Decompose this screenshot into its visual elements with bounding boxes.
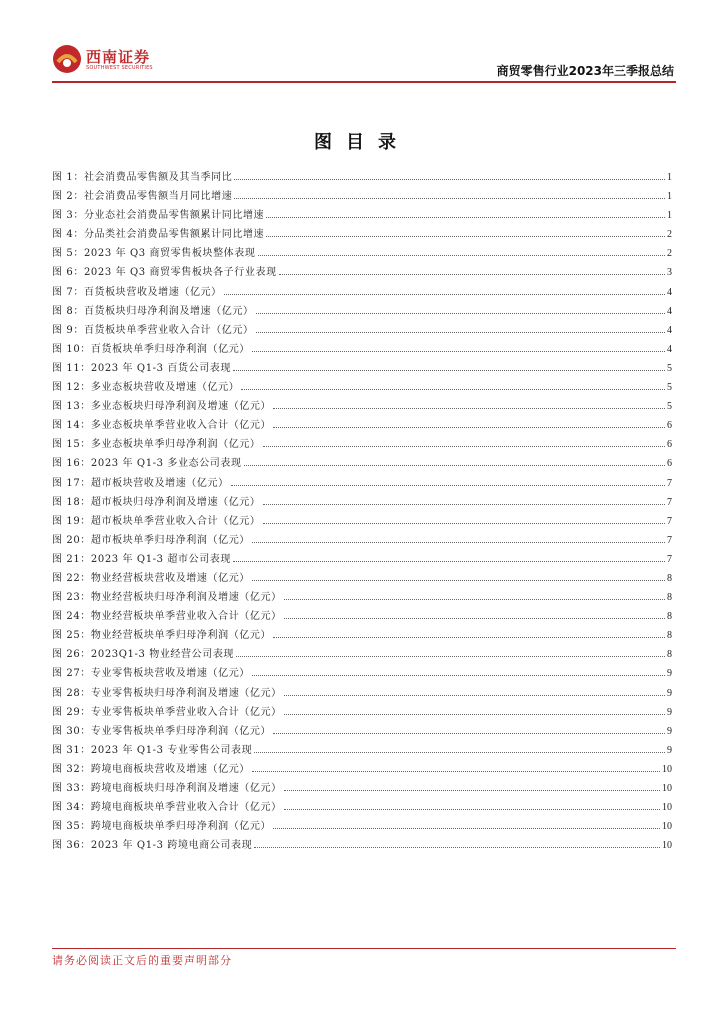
toc-entry[interactable] bbox=[52, 664, 672, 683]
toc-entry-page: 6 bbox=[667, 439, 672, 451]
toc-entry-page: 5 bbox=[667, 362, 672, 374]
toc-leader-dots bbox=[252, 542, 665, 543]
toc-entry-page: 9 bbox=[667, 725, 672, 737]
toc-entry[interactable] bbox=[52, 836, 672, 855]
toc-entry-label: 图 15：多业态板块单季归母净利润（亿元） bbox=[52, 439, 261, 451]
toc-leader-dots bbox=[234, 179, 665, 180]
logo-chinese-name: 西南证券 bbox=[86, 48, 151, 66]
toc-entry-label: 图 3：分业态社会消费品零售额累计同比增速 bbox=[52, 210, 265, 222]
toc-entry-label: 图 7：百货板块营收及增速（亿元） bbox=[52, 286, 222, 298]
toc-entry[interactable] bbox=[52, 645, 672, 664]
toc-entry[interactable] bbox=[52, 607, 672, 626]
toc-leader-dots bbox=[263, 504, 665, 505]
toc-leader-dots bbox=[273, 408, 665, 409]
toc-leader-dots bbox=[244, 465, 665, 466]
toc-entry-page: 4 bbox=[667, 343, 672, 355]
toc-entry[interactable] bbox=[52, 283, 672, 302]
toc-entry-label: 图 10：百货板块单季归母净利润（亿元） bbox=[52, 343, 250, 355]
toc-leader-dots bbox=[233, 370, 665, 371]
toc-entry-page: 2 bbox=[667, 229, 672, 241]
toc-entry-label: 图 30：专业零售板块单季归母净利润（亿元） bbox=[52, 725, 272, 737]
toc-entry-page: 4 bbox=[667, 286, 672, 298]
toc-entry[interactable] bbox=[52, 798, 672, 817]
logo-emblem-icon bbox=[52, 44, 82, 74]
toc-entry-page: 8 bbox=[667, 611, 672, 623]
toc-entry-label: 图 31：2023 年 Q1-3 专业零售公司表现 bbox=[52, 744, 253, 756]
toc-entry-page: 7 bbox=[667, 553, 672, 565]
toc-entry[interactable] bbox=[52, 416, 672, 435]
toc-entry-label: 图 4：分品类社会消费品零售额累计同比增速 bbox=[52, 229, 265, 241]
toc-leader-dots bbox=[241, 389, 665, 390]
toc-entry[interactable] bbox=[52, 626, 672, 645]
toc-entry-label: 图 2：社会消费品零售额当月同比增速 bbox=[52, 191, 233, 203]
toc-leader-dots bbox=[284, 790, 660, 791]
toc-entry-page: 9 bbox=[667, 687, 672, 699]
toc-entry[interactable] bbox=[52, 263, 672, 282]
toc-entry-label: 图 13：多业态板块归母净利润及增速（亿元） bbox=[52, 401, 272, 413]
toc-leader-dots bbox=[256, 332, 665, 333]
toc-leader-dots bbox=[252, 675, 665, 676]
toc-entry-label: 图 11：2023 年 Q1-3 百货公司表现 bbox=[52, 362, 231, 374]
toc-entry[interactable] bbox=[52, 512, 672, 531]
toc-entry-label: 图 8：百货板块归母净利润及增速（亿元） bbox=[52, 305, 254, 317]
toc-entry-label: 图 29：专业零售板块单季营业收入合计（亿元） bbox=[52, 706, 282, 718]
toc-entry-label: 图 1：社会消费品零售额及其当季同比 bbox=[52, 172, 233, 183]
logo-english-name: SOUTHWEST SECURITIES bbox=[86, 65, 153, 71]
toc-entry-page: 10 bbox=[662, 821, 672, 833]
toc-entry[interactable] bbox=[52, 206, 672, 225]
toc-entry-label: 图 33：跨境电商板块归母净利润及增速（亿元） bbox=[52, 783, 282, 794]
toc-entry-label: 图 21：2023 年 Q1-3 超市公司表现 bbox=[52, 553, 231, 565]
toc-entry-page: 1 bbox=[667, 210, 672, 222]
toc-entry[interactable] bbox=[52, 684, 672, 703]
toc-leader-dots bbox=[284, 809, 660, 810]
toc-entry[interactable] bbox=[52, 741, 672, 760]
report-title: 商贸零售行业2023年三季报总结 bbox=[496, 64, 674, 78]
toc-entry-label: 图 36：2023 年 Q1-3 跨境电商公司表现 bbox=[52, 840, 253, 852]
company-logo bbox=[52, 42, 192, 76]
toc-entry-label: 图 17：超市板块营收及增速（亿元） bbox=[52, 477, 229, 489]
toc-entry-label: 图 14：多业态板块单季营业收入合计（亿元） bbox=[52, 420, 272, 432]
toc-entry-label: 图 23：物业经营板块归母净利润及增速（亿元） bbox=[52, 592, 282, 604]
toc-leader-dots bbox=[252, 771, 660, 772]
toc-leader-dots bbox=[231, 485, 665, 486]
toc-entry-page: 10 bbox=[662, 840, 672, 852]
toc-entry-page: 9 bbox=[667, 706, 672, 718]
toc-leader-dots bbox=[256, 313, 665, 314]
toc-entry-page: 7 bbox=[667, 496, 672, 508]
toc-entry-label: 图 22：物业经营板块营收及增速（亿元） bbox=[52, 572, 250, 584]
toc-title: 图目录 bbox=[314, 132, 410, 153]
toc-entry-page: 5 bbox=[667, 401, 672, 413]
toc-entry[interactable] bbox=[52, 760, 672, 779]
toc-leader-dots bbox=[266, 236, 665, 237]
toc-leader-dots bbox=[258, 255, 666, 256]
toc-entry-label: 图 27：专业零售板块营收及增速（亿元） bbox=[52, 668, 250, 680]
toc-leader-dots bbox=[236, 656, 665, 657]
toc-entry[interactable] bbox=[52, 779, 672, 798]
toc-entry[interactable] bbox=[52, 817, 672, 836]
toc-entry-page: 8 bbox=[667, 649, 672, 661]
toc-entry-label: 图 9：百货板块单季营业收入合计（亿元） bbox=[52, 324, 254, 336]
toc-entry-page: 9 bbox=[667, 744, 672, 756]
toc-entry[interactable] bbox=[52, 454, 672, 473]
toc-leader-dots bbox=[273, 733, 665, 734]
toc-entry-label: 图 28：专业零售板块归母净利润及增速（亿元） bbox=[52, 687, 282, 699]
toc-entry[interactable] bbox=[52, 244, 672, 263]
toc-entry-page: 10 bbox=[662, 763, 672, 775]
footer-disclaimer: 请务必阅读正文后的重要声明部分 bbox=[52, 954, 232, 967]
figure-toc-list bbox=[52, 168, 672, 855]
toc-entry[interactable] bbox=[52, 168, 672, 187]
toc-leader-dots bbox=[263, 446, 665, 447]
toc-leader-dots bbox=[279, 274, 665, 275]
toc-leader-dots bbox=[254, 752, 665, 753]
toc-entry[interactable] bbox=[52, 588, 672, 607]
header-divider bbox=[52, 81, 676, 83]
toc-entry-label: 图 26：2023Q1-3 物业经营公司表现 bbox=[52, 649, 235, 661]
toc-entry-page: 5 bbox=[667, 382, 672, 394]
toc-entry-page: 1 bbox=[667, 191, 672, 203]
toc-entry[interactable] bbox=[52, 531, 672, 550]
toc-entry-page: 1 bbox=[667, 172, 672, 183]
toc-entry[interactable] bbox=[52, 435, 672, 454]
toc-entry-page: 8 bbox=[667, 592, 672, 604]
toc-entry-label: 图 32：跨境电商板块营收及增速（亿元） bbox=[52, 763, 250, 775]
toc-entry[interactable] bbox=[52, 474, 672, 493]
toc-entry[interactable] bbox=[52, 378, 672, 397]
toc-leader-dots bbox=[273, 828, 660, 829]
toc-leader-dots bbox=[273, 637, 665, 638]
toc-entry[interactable] bbox=[52, 302, 672, 321]
toc-leader-dots bbox=[284, 695, 665, 696]
toc-entry-label: 图 5：2023 年 Q3 商贸零售板块整体表现 bbox=[52, 248, 256, 260]
toc-entry-page: 10 bbox=[662, 783, 672, 794]
toc-entry-page: 10 bbox=[662, 802, 672, 814]
toc-entry-page: 6 bbox=[667, 420, 672, 432]
toc-leader-dots bbox=[263, 523, 665, 524]
toc-entry-page: 7 bbox=[667, 515, 672, 527]
page-header bbox=[52, 42, 676, 82]
toc-entry[interactable] bbox=[52, 493, 672, 512]
toc-entry-label: 图 34：跨境电商板块单季营业收入合计（亿元） bbox=[52, 802, 282, 814]
toc-leader-dots bbox=[234, 198, 665, 199]
toc-entry-page: 3 bbox=[667, 267, 672, 279]
toc-entry-page: 2 bbox=[667, 248, 672, 260]
toc-leader-dots bbox=[284, 618, 665, 619]
toc-entry[interactable] bbox=[52, 225, 672, 244]
toc-leader-dots bbox=[224, 294, 665, 295]
toc-leader-dots bbox=[284, 714, 665, 715]
toc-entry[interactable] bbox=[52, 187, 672, 206]
toc-entry-page: 4 bbox=[667, 305, 672, 317]
toc-entry-label: 图 20：超市板块单季归母净利润（亿元） bbox=[52, 534, 250, 546]
toc-entry-label: 图 6：2023 年 Q3 商贸零售板块各子行业表现 bbox=[52, 267, 277, 279]
toc-entry-page: 8 bbox=[667, 572, 672, 584]
toc-entry-label: 图 16：2023 年 Q1-3 多业态公司表现 bbox=[52, 458, 242, 470]
toc-entry[interactable] bbox=[52, 569, 672, 588]
toc-entry-page: 4 bbox=[667, 324, 672, 336]
toc-entry-page: 7 bbox=[667, 534, 672, 546]
toc-entry[interactable] bbox=[52, 722, 672, 741]
toc-leader-dots bbox=[284, 599, 665, 600]
footer-divider bbox=[52, 948, 676, 949]
toc-leader-dots bbox=[252, 580, 665, 581]
toc-entry-label: 图 35：跨境电商板块单季归母净利润（亿元） bbox=[52, 821, 272, 833]
toc-leader-dots bbox=[254, 847, 660, 848]
toc-leader-dots bbox=[266, 217, 665, 218]
toc-entry[interactable] bbox=[52, 340, 672, 359]
toc-entry[interactable] bbox=[52, 550, 672, 569]
toc-entry-label: 图 18：超市板块归母净利润及增速（亿元） bbox=[52, 496, 261, 508]
toc-entry-page: 6 bbox=[667, 458, 672, 470]
toc-entry-label: 图 12：多业态板块营收及增速（亿元） bbox=[52, 382, 240, 394]
toc-entry[interactable] bbox=[52, 359, 672, 378]
toc-entry-label: 图 19：超市板块单季营业收入合计（亿元） bbox=[52, 515, 261, 527]
toc-entry-label: 图 24：物业经营板块单季营业收入合计（亿元） bbox=[52, 611, 282, 623]
toc-entry-page: 9 bbox=[667, 668, 672, 680]
toc-entry[interactable] bbox=[52, 321, 672, 340]
toc-entry[interactable] bbox=[52, 397, 672, 416]
toc-leader-dots bbox=[273, 427, 665, 428]
toc-entry-label: 图 25：物业经营板块单季归母净利润（亿元） bbox=[52, 630, 272, 642]
toc-entry-page: 8 bbox=[667, 630, 672, 642]
toc-entry-page: 7 bbox=[667, 477, 672, 489]
toc-entry[interactable] bbox=[52, 703, 672, 722]
toc-leader-dots bbox=[233, 561, 665, 562]
toc-leader-dots bbox=[252, 351, 665, 352]
